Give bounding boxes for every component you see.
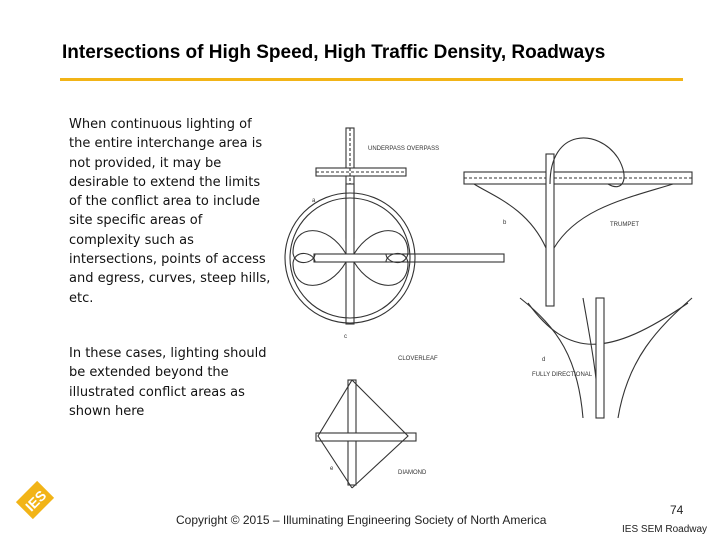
label-d: d xyxy=(542,357,546,363)
interchange-cloverleaf xyxy=(285,184,504,324)
interchange-trumpet xyxy=(464,138,692,306)
paragraph-extend-lighting: In these cases, lighting should be extended beyond the illustrated conflict areas as shown here xyxy=(69,346,267,419)
page-number: 74 xyxy=(670,503,684,517)
label-fully-directional: FULLY DIRECTIONAL xyxy=(532,372,593,378)
title-underline xyxy=(60,78,683,81)
label-b: b xyxy=(503,220,507,226)
label-c: c xyxy=(344,334,347,340)
label-cloverleaf: CLOVERLEAF xyxy=(398,356,438,362)
paragraph-conflict-area: When continuous lighting of the entire interchange area is not provided, it may be desirable to extend the limits of the conflict area to include site specific areas of complexity such as intersections, points of access and egress, curves, steep hills, etc. xyxy=(69,117,271,306)
ies-logo-text: IES xyxy=(22,487,50,515)
copyright-text: Copyright © 2015 – Illuminating Engineering Society of North America xyxy=(176,513,547,527)
label-a: a xyxy=(312,198,316,204)
interchange-underpass xyxy=(316,128,406,238)
ies-logo xyxy=(14,480,56,520)
slide-title: Intersections of High Speed, High Traffic Density, Roadways xyxy=(62,42,606,63)
label-underpass: UNDERPASS OVERPASS xyxy=(368,146,440,152)
label-trumpet: TRUMPET xyxy=(610,222,639,228)
footer-course-label: IES SEM Roadway xyxy=(622,524,708,535)
interchange-fully-directional xyxy=(520,298,692,418)
label-e: e xyxy=(330,466,334,472)
label-diamond: DIAMOND xyxy=(398,470,427,476)
interchange-diagrams-figure xyxy=(278,98,706,494)
